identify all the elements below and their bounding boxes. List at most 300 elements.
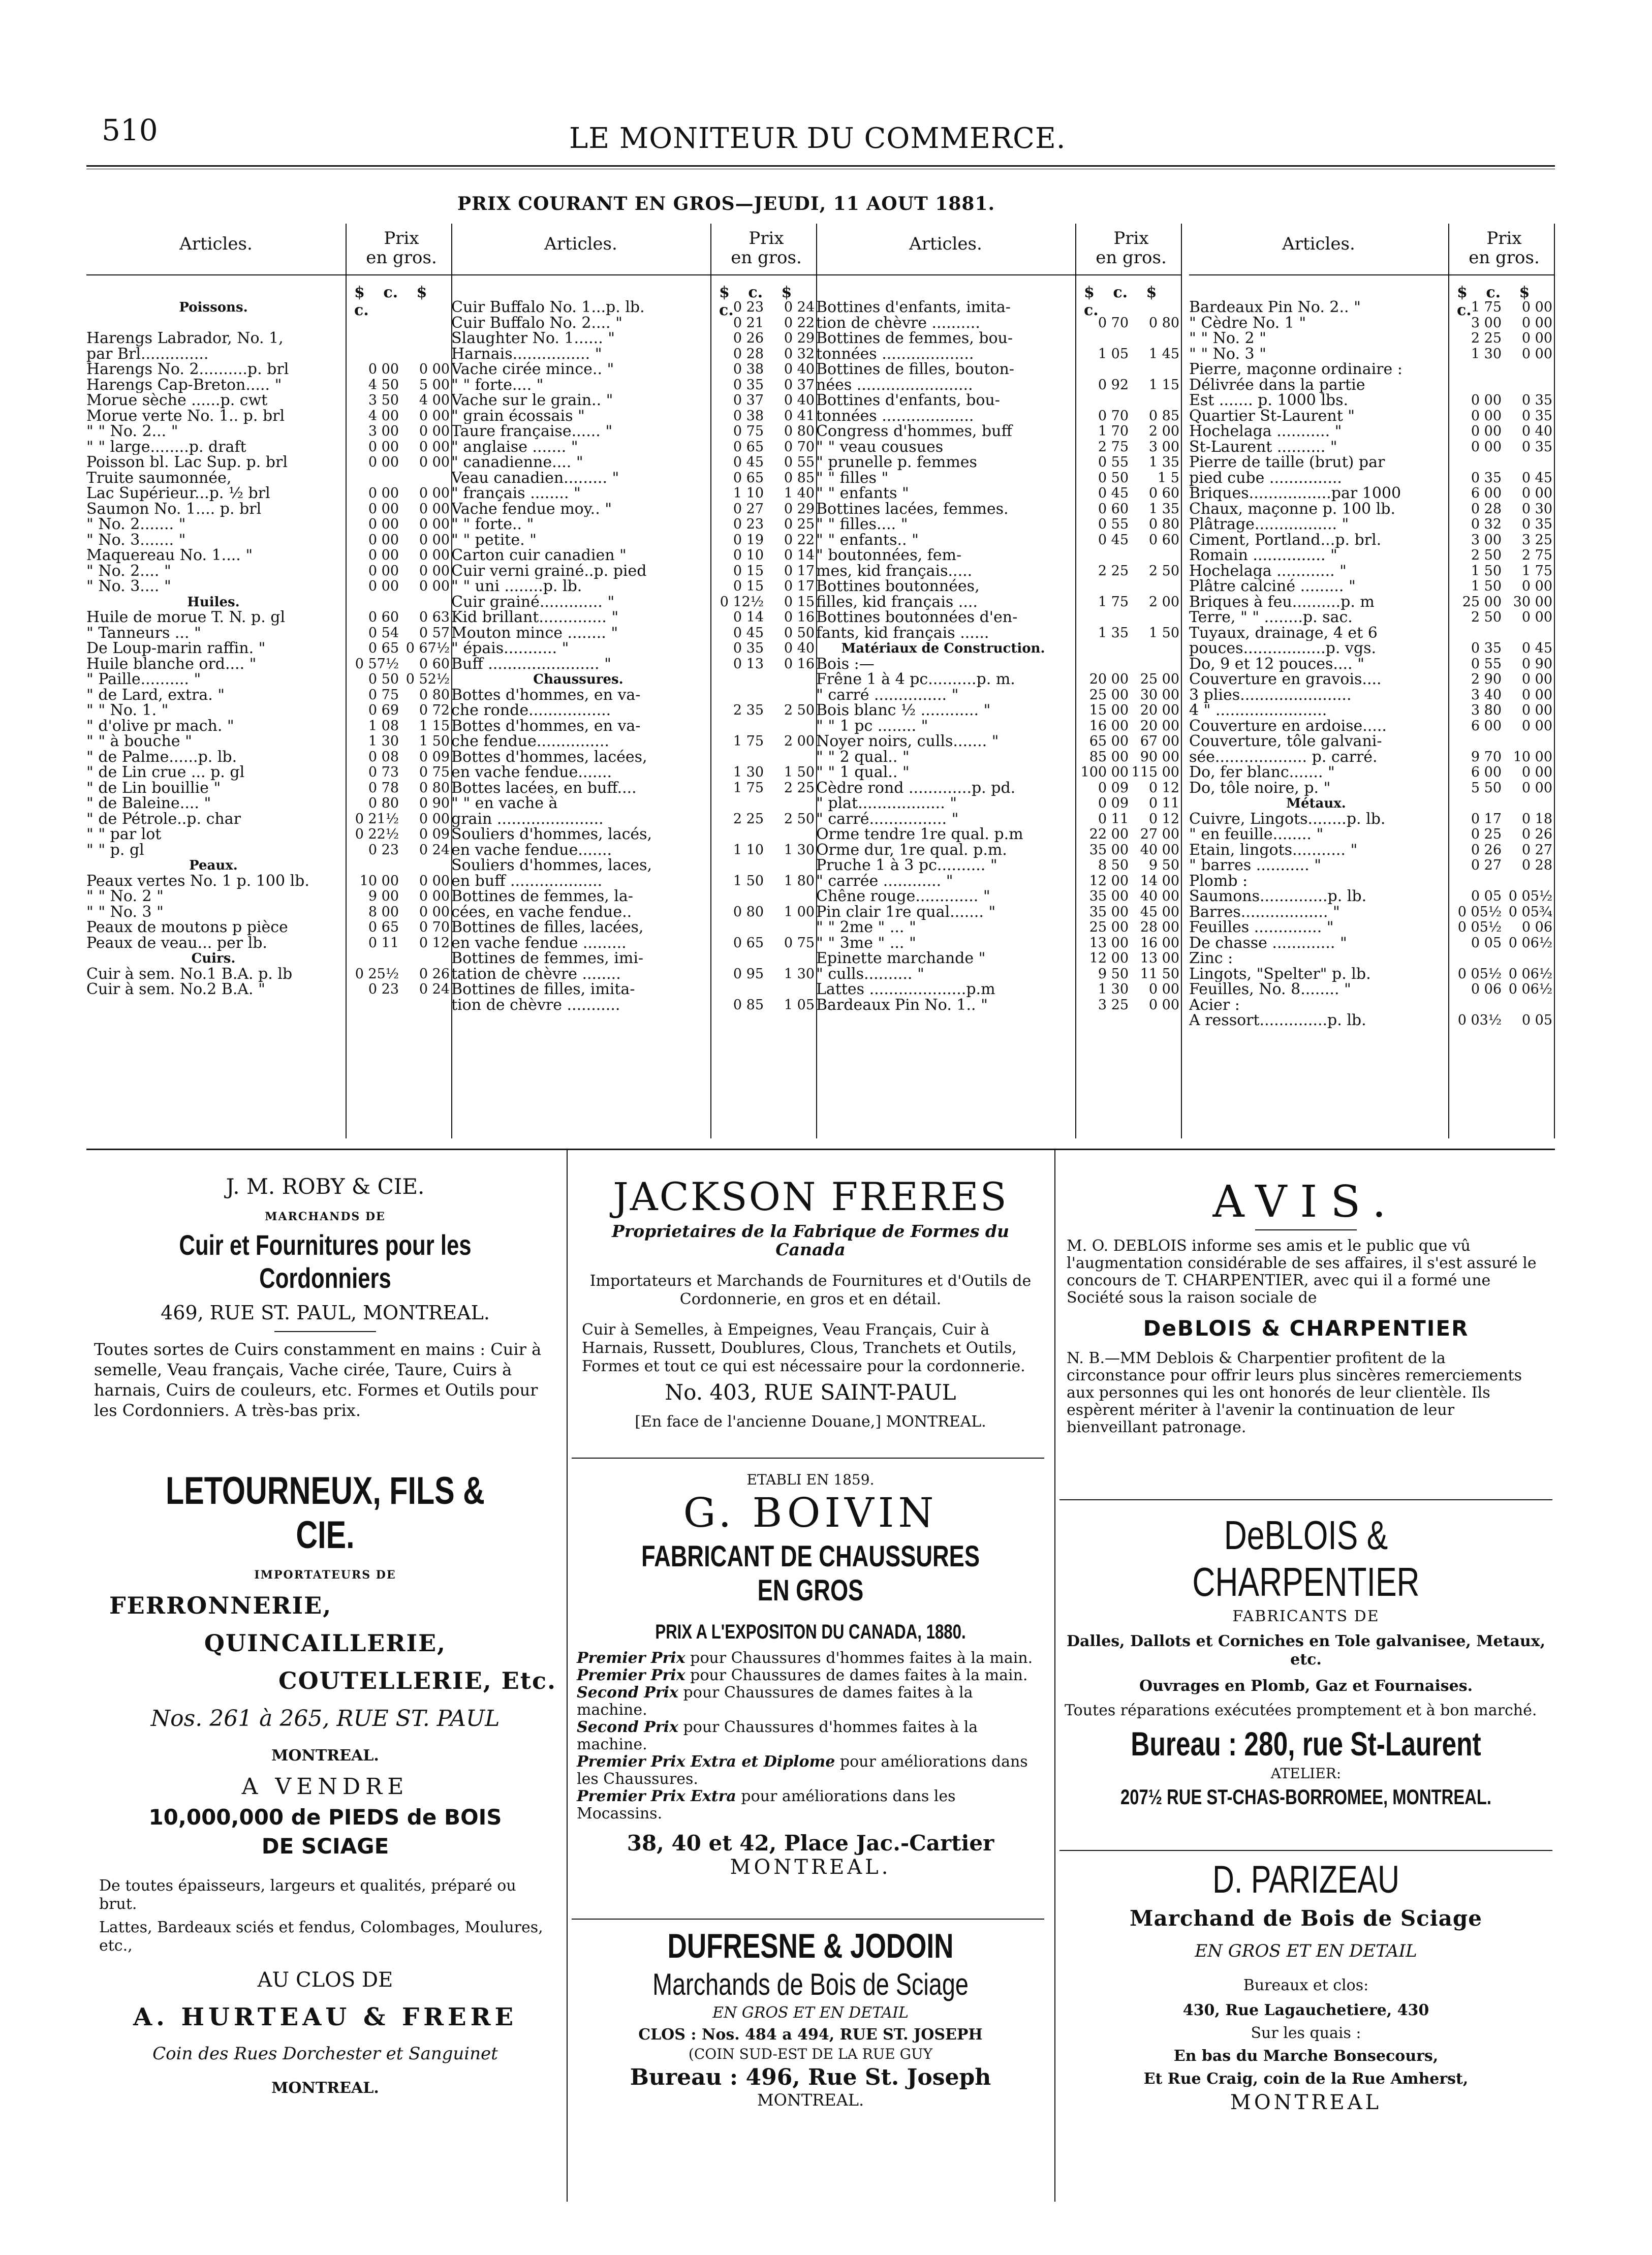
price-high: 0 57 bbox=[419, 625, 450, 641]
price-row bbox=[451, 812, 817, 827]
price-row bbox=[1189, 424, 1555, 440]
price-row bbox=[86, 750, 452, 765]
price-high: 0 24 bbox=[419, 981, 450, 997]
article-name: Tuyaux, drainage, 4 et 6 bbox=[1189, 625, 1378, 641]
price-low: 35 00 bbox=[1089, 888, 1129, 904]
prize-item bbox=[577, 1719, 1044, 1753]
price-high: 0 00 bbox=[419, 873, 450, 889]
price-row bbox=[451, 595, 817, 610]
article-name: Délivrée dans la partie bbox=[1189, 377, 1365, 393]
price-high: 0 35 bbox=[1521, 439, 1552, 455]
price-high: 0 00 bbox=[1521, 299, 1552, 315]
price-row bbox=[1189, 486, 1555, 502]
vendre-heading: A VENDRE bbox=[241, 1774, 409, 1800]
price-high: 0 55 bbox=[784, 454, 815, 470]
price-high: 0 37 bbox=[784, 377, 815, 393]
price-low: 0 32 bbox=[1471, 516, 1502, 532]
price-high: 0 75 bbox=[784, 935, 815, 951]
price-row bbox=[816, 657, 1182, 672]
price-high: 0 35 bbox=[1521, 392, 1552, 408]
price-row bbox=[86, 548, 452, 564]
price-low: 0 23 bbox=[368, 842, 399, 858]
price-low: 1 10 bbox=[733, 842, 764, 858]
price-high: 0 00 bbox=[419, 532, 450, 548]
price-row bbox=[451, 626, 817, 641]
header-underline bbox=[86, 274, 452, 275]
article-name: Pierre, maçonne ordinaire : bbox=[1189, 362, 1402, 378]
price-high: 0 09 bbox=[419, 749, 450, 765]
price-low: 3 00 bbox=[368, 423, 399, 439]
price-low: 0 55 bbox=[1098, 516, 1129, 532]
price-high: 11 50 bbox=[1140, 966, 1179, 982]
section-heading bbox=[86, 595, 452, 610]
price-low: 1 30 bbox=[1098, 981, 1129, 997]
article-name: " " 2 qual.. " bbox=[816, 749, 910, 765]
price-high: 40 00 bbox=[1140, 888, 1179, 904]
article-name: Bardeaux Pin No. 2.. " bbox=[1189, 300, 1361, 316]
price-high: 90 00 bbox=[1140, 749, 1179, 765]
price-row bbox=[1189, 564, 1555, 579]
price-high: 0 00 bbox=[419, 811, 450, 827]
price-low: 0 38 bbox=[733, 408, 764, 424]
price-high: 3 00 bbox=[1148, 439, 1179, 455]
boivin-city: MONTREAL. bbox=[730, 1856, 891, 1879]
header-rule bbox=[86, 165, 1555, 167]
article-name: Hochelaga ........... " bbox=[1189, 424, 1342, 440]
price-low: 0 21½ bbox=[355, 811, 399, 827]
price-row bbox=[451, 409, 817, 424]
article-name: " " No. 1. " bbox=[86, 703, 169, 719]
price-row bbox=[816, 843, 1182, 858]
price-high: 14 00 bbox=[1140, 873, 1179, 889]
article-name: Poisson bl. Lac Sup. p. brl bbox=[86, 455, 288, 471]
prix-label: Prix bbox=[749, 228, 784, 249]
parizeau-name: D. PARIZEAU bbox=[1212, 1858, 1399, 1901]
price-high: 1 30 bbox=[784, 966, 815, 982]
prize-desc: pour Chaussures de dames faites à la machine. bbox=[577, 1684, 973, 1719]
deblois-l5: ATELIER: bbox=[1270, 1765, 1342, 1782]
prize-name: Second Prix bbox=[577, 1684, 678, 1702]
price-row bbox=[86, 455, 452, 471]
price-row bbox=[816, 688, 1182, 703]
price-row bbox=[451, 703, 817, 719]
price-row bbox=[86, 424, 452, 440]
price-row bbox=[816, 951, 1182, 967]
article-name: Saumons..............p. lb. bbox=[1189, 889, 1367, 905]
article-name: Couverture en ardoise..... bbox=[1189, 718, 1387, 734]
articles-header: Articles. bbox=[179, 234, 253, 254]
article-name: " Paille.......... " bbox=[86, 672, 201, 688]
price-low: 3 80 bbox=[1471, 702, 1502, 718]
ad-vendre bbox=[89, 1774, 562, 2097]
article-name: Bottes d'hommes, lacées, bbox=[451, 749, 647, 765]
price-high: 0 00 bbox=[1521, 764, 1552, 780]
price-row bbox=[451, 502, 817, 517]
price-row bbox=[1189, 595, 1555, 610]
article-name: " " filles " bbox=[816, 470, 889, 486]
article-name: " français ........ " bbox=[451, 486, 581, 502]
price-row bbox=[86, 331, 452, 347]
price-high: 0 80 bbox=[784, 423, 815, 439]
article-name: " " uni ........p. lb. bbox=[451, 579, 582, 595]
article-name: Zinc : bbox=[1189, 951, 1233, 967]
deblois-name: DeBLOIS & CHARPENTIER bbox=[1192, 1512, 1420, 1604]
price-high: 0 14 bbox=[784, 547, 815, 563]
en-gros-label: en gros. bbox=[1096, 248, 1167, 268]
price-row bbox=[816, 347, 1182, 362]
price-high: 0 12 bbox=[419, 935, 450, 951]
price-high: 0 28 bbox=[1521, 857, 1552, 873]
price-row bbox=[451, 858, 817, 874]
letourneux-l3: COUTELLERIE, Etc. bbox=[278, 1667, 556, 1694]
price-low: 0 10 bbox=[733, 547, 764, 563]
price-high: 0 40 bbox=[1521, 423, 1552, 439]
boivin-rule bbox=[572, 1919, 1044, 1920]
price-row bbox=[816, 874, 1182, 889]
price-low: 0 55 bbox=[1098, 454, 1129, 470]
article-name: Cuir Buffalo No. 2.... " bbox=[451, 315, 622, 331]
price-row bbox=[86, 393, 452, 409]
prize-item bbox=[577, 1684, 1044, 1719]
price-low: 0 45 bbox=[733, 625, 764, 641]
article-name: Harnais................ " bbox=[451, 346, 602, 362]
roby-name: J. M. ROBY & CIE. bbox=[226, 1174, 425, 1199]
article-name: pouces.................p. vgs. bbox=[1189, 641, 1377, 657]
price-row bbox=[86, 703, 452, 719]
boivin-prize-list bbox=[572, 1644, 1049, 1822]
article-name: Lingots, "Spelter" p. lb. bbox=[1189, 966, 1371, 982]
article-name: Frêne 1 à 4 pc..........p. m. bbox=[816, 672, 1015, 688]
price-low: 0 65 bbox=[368, 919, 399, 935]
price-row bbox=[1189, 936, 1555, 951]
en-gros-label: en gros. bbox=[366, 248, 437, 268]
currency-label: $ c. $ c. bbox=[1084, 284, 1157, 319]
article-name: Slaughter No. 1...... " bbox=[451, 331, 615, 347]
dufresne-l2: EN GROS ET EN DETAIL bbox=[712, 2004, 909, 2022]
article-name: " de Palme......p. lb. bbox=[86, 749, 237, 765]
article-name: " " No. 3 " bbox=[1189, 346, 1266, 362]
price-row bbox=[1189, 393, 1555, 409]
price-high: 0 27 bbox=[1521, 842, 1552, 858]
article-name: " barres ........... " bbox=[1189, 858, 1322, 874]
price-row bbox=[451, 300, 817, 316]
price-row bbox=[1189, 688, 1555, 703]
price-low: 0 50 bbox=[368, 671, 399, 687]
article-name: Do, 9 et 12 pouces.... " bbox=[1189, 656, 1364, 672]
price-header bbox=[1080, 229, 1182, 267]
price-low: 9 70 bbox=[1471, 749, 1502, 765]
price-high: 0 12 bbox=[1148, 811, 1179, 827]
article-name: Carton cuir canadien " bbox=[451, 548, 627, 564]
price-high: 0 60 bbox=[1148, 532, 1179, 548]
letourneux-city: MONTREAL. bbox=[271, 1747, 379, 1765]
article-name: " prunelle p. femmes bbox=[816, 455, 977, 471]
dufresne-l5: Bureau : 496, Rue St. Joseph bbox=[630, 2064, 991, 2090]
price-high: 20 00 bbox=[1140, 718, 1179, 734]
article-name: Bottines d'enfants, imita- bbox=[816, 300, 1011, 316]
price-low: 1 75 bbox=[733, 780, 764, 796]
price-row bbox=[86, 920, 452, 936]
price-rows bbox=[1189, 300, 1555, 1029]
price-low: 0 80 bbox=[733, 904, 764, 920]
article-name: mes, kid français..... bbox=[816, 563, 973, 579]
price-low: 35 00 bbox=[1089, 904, 1129, 920]
article-name: Epinette marchande " bbox=[816, 951, 986, 967]
price-row bbox=[86, 936, 452, 951]
prize-name: Second Prix bbox=[577, 1718, 678, 1736]
article-name: Morue verte No. 1.. p. brl bbox=[86, 408, 285, 424]
price-row bbox=[451, 316, 817, 331]
article-name: Chêne rouge............. " bbox=[816, 889, 990, 905]
price-low: 0 14 bbox=[733, 609, 764, 625]
price-high: 0 30 bbox=[1521, 501, 1552, 517]
price-row bbox=[816, 517, 1182, 533]
prix-label: Prix bbox=[384, 228, 419, 249]
parizeau-l4: 430, Rue Lagauchetiere, 430 bbox=[1182, 2001, 1429, 2019]
section-heading bbox=[816, 641, 1182, 657]
price-row bbox=[86, 827, 452, 843]
price-high: 0 00 bbox=[1521, 609, 1552, 625]
article-name: Vache fendue moy.. " bbox=[451, 501, 612, 517]
article-name: " " veau cousues bbox=[816, 439, 944, 455]
parizeau-l1: Marchand de Bois de Sciage bbox=[1129, 1906, 1482, 1931]
price-low: 0 00 bbox=[368, 532, 399, 548]
price-low: 1 70 bbox=[1098, 423, 1129, 439]
price-high: 0 26 bbox=[419, 966, 450, 982]
articles-header: Articles. bbox=[1282, 234, 1355, 254]
price-high: 0 00 bbox=[1521, 346, 1552, 362]
prize-desc: pour améliorations dans les Chaussures. bbox=[577, 1753, 1028, 1788]
article-name: 4 " ....................... bbox=[1189, 703, 1327, 719]
price-row bbox=[451, 564, 817, 579]
price-high: 1 75 bbox=[1521, 563, 1552, 579]
price-row bbox=[451, 874, 817, 889]
price-row bbox=[451, 362, 817, 378]
price-row bbox=[816, 300, 1182, 316]
price-row bbox=[451, 455, 817, 471]
article-name: sée................... p. carré. bbox=[1189, 749, 1378, 765]
article-name: " plat.................. " bbox=[816, 796, 957, 812]
price-high: 0 52½ bbox=[406, 671, 450, 687]
price-row bbox=[1189, 765, 1555, 781]
article-name: tation de chèvre ........ bbox=[451, 966, 621, 982]
price-high: 1 15 bbox=[1148, 377, 1179, 393]
deblois-l4: Bureau : 280, rue St-Laurent bbox=[1131, 1725, 1481, 1763]
article-name: " de Pétrole..p. char bbox=[86, 811, 241, 827]
price-low: 1 30 bbox=[733, 764, 764, 780]
price-column-3 bbox=[816, 224, 1182, 1138]
dufresne-city: MONTREAL. bbox=[757, 2090, 864, 2110]
price-low: 4 00 bbox=[368, 408, 399, 424]
price-row bbox=[451, 920, 817, 936]
jackson-rule bbox=[572, 1458, 1044, 1459]
price-low: 0 69 bbox=[368, 702, 399, 718]
price-low: 0 09 bbox=[1098, 780, 1129, 796]
price-high: 0 00 bbox=[419, 454, 450, 470]
prize-item bbox=[577, 1667, 1044, 1684]
price-low: 0 23 bbox=[368, 981, 399, 997]
price-high: 0 63 bbox=[419, 609, 450, 625]
article-name: De Loup-marin raffin. " bbox=[86, 641, 266, 657]
price-high: 0 80 bbox=[419, 687, 450, 703]
article-name: " de Lin bouillie " bbox=[86, 780, 221, 796]
ad-parizeau bbox=[1059, 1858, 1552, 2114]
price-row bbox=[451, 579, 817, 595]
price-low: 0 92 bbox=[1098, 377, 1129, 393]
running-head: LE MONITEUR DU COMMERCE. bbox=[569, 122, 1066, 155]
price-low: 0 60 bbox=[368, 609, 399, 625]
price-rows bbox=[86, 300, 452, 998]
ad-roby bbox=[89, 1174, 562, 1420]
price-high: 10 00 bbox=[1513, 749, 1552, 765]
article-name: pied cube ............... bbox=[1189, 470, 1342, 486]
price-low: 3 25 bbox=[1098, 997, 1129, 1013]
article-name: Hochelaga ............ " bbox=[1189, 563, 1347, 579]
price-row bbox=[1189, 750, 1555, 765]
prize-name: Premier Prix bbox=[577, 1649, 685, 1667]
price-low: 0 15 bbox=[733, 578, 764, 594]
letourneux-address: Nos. 261 à 265, RUE ST. PAUL bbox=[150, 1706, 500, 1732]
avis-rule bbox=[1059, 1499, 1552, 1500]
price-high: 0 40 bbox=[784, 640, 815, 656]
price-row bbox=[816, 455, 1182, 471]
jackson-l1: Proprietaires de la Fabrique de Formes du Canada bbox=[612, 1221, 1009, 1259]
price-row bbox=[451, 889, 817, 905]
article-name: " " forte.... " bbox=[451, 377, 544, 393]
price-row bbox=[1189, 982, 1555, 998]
article-name: Plomb : bbox=[1189, 873, 1248, 889]
price-low: 10 00 bbox=[359, 873, 399, 889]
price-row bbox=[816, 533, 1182, 548]
price-low: 0 00 bbox=[368, 454, 399, 470]
vendre-l1: 10,000,000 de PIEDS de BOIS bbox=[148, 1805, 502, 1830]
article-name: Do, fer blanc....... " bbox=[1189, 765, 1335, 781]
article-name: Pierre de taille (brut) par bbox=[1189, 455, 1385, 471]
price-row bbox=[1189, 347, 1555, 362]
price-row bbox=[816, 967, 1182, 982]
article-name: " carré................ " bbox=[816, 811, 959, 827]
price-row bbox=[1189, 672, 1555, 688]
prize-desc: pour Chaussures d'hommes faites à la machine. bbox=[577, 1718, 978, 1753]
letourneux-tag: IMPORTATEURS DE bbox=[254, 1568, 396, 1582]
price-high: 2 50 bbox=[784, 811, 815, 827]
ad-avis bbox=[1059, 1177, 1552, 1436]
price-high: 0 00 bbox=[1521, 780, 1552, 796]
price-row bbox=[1189, 781, 1555, 796]
price-low: 0 85 bbox=[733, 997, 764, 1013]
article-name: Barres.................. " bbox=[1189, 904, 1340, 920]
article-name: " No. 3....... " bbox=[86, 532, 186, 548]
price-row bbox=[1189, 517, 1555, 533]
section-heading bbox=[1189, 796, 1555, 812]
price-low: 35 00 bbox=[1089, 842, 1129, 858]
ad-letourneux bbox=[89, 1469, 562, 1765]
article-name: " de Lard, extra. " bbox=[86, 687, 225, 703]
price-row bbox=[451, 548, 817, 564]
boivin-l1: FABRICANT DE CHAUSSURES EN GROS bbox=[641, 1540, 980, 1607]
price-high: 40 00 bbox=[1140, 842, 1179, 858]
jackson-b1: Importateurs et Marchands de Fournitures et d'Outils de Cordonnerie, en gros et en détail. bbox=[589, 1272, 1032, 1308]
article-name: Plâtrage................. " bbox=[1189, 517, 1349, 533]
price-high: 2 00 bbox=[1148, 423, 1179, 439]
price-low: 0 11 bbox=[368, 935, 399, 951]
articles-header: Articles. bbox=[909, 234, 982, 254]
parizeau-l7: Et Rue Craig, coin de la Rue Amherst, bbox=[1143, 2070, 1469, 2088]
price-high: 0 80 bbox=[419, 780, 450, 796]
article-name: Saumon No. 1.... p. brl bbox=[86, 501, 262, 517]
vendre-city: MONTREAL. bbox=[271, 2079, 379, 2097]
price-low: 1 30 bbox=[1471, 346, 1502, 362]
price-rows bbox=[451, 300, 817, 1013]
price-row bbox=[816, 982, 1182, 998]
price-high: 1 80 bbox=[784, 873, 815, 889]
header-underline bbox=[1189, 274, 1555, 275]
article-name: Bottines de filles, imita- bbox=[451, 982, 635, 998]
price-high: 0 26 bbox=[1521, 826, 1552, 842]
price-row bbox=[451, 719, 817, 734]
price-high: 9 50 bbox=[1148, 857, 1179, 873]
price-high: 67 00 bbox=[1140, 733, 1179, 749]
price-row bbox=[816, 331, 1182, 347]
price-row bbox=[1189, 471, 1555, 486]
article-name: Truite saumonnée, bbox=[86, 470, 232, 486]
price-row bbox=[86, 812, 452, 827]
article-name: Romain ............... " bbox=[1189, 548, 1337, 564]
price-row bbox=[1189, 409, 1555, 424]
price-high: 2 00 bbox=[1148, 594, 1179, 610]
price-low: 2 90 bbox=[1471, 671, 1502, 687]
article-name: Peaux de moutons p pièce bbox=[86, 920, 288, 936]
ad-jackson bbox=[572, 1174, 1049, 1431]
price-high: 1 45 bbox=[1148, 346, 1179, 362]
price-row bbox=[816, 672, 1182, 688]
price-high: 0 18 bbox=[1521, 811, 1552, 827]
price-row bbox=[86, 610, 452, 626]
price-low: 3 50 bbox=[368, 392, 399, 408]
price-low: 0 65 bbox=[733, 470, 764, 486]
price-high: 16 00 bbox=[1140, 935, 1179, 951]
price-high: 0 00 bbox=[1521, 702, 1552, 718]
price-row bbox=[86, 843, 452, 858]
price-high: 0 35 bbox=[1521, 408, 1552, 424]
prize-desc: pour Chaussures d'hommes faites à la main. bbox=[685, 1649, 1033, 1667]
price-low: 1 05 bbox=[1098, 346, 1129, 362]
price-low: 0 70 bbox=[1098, 315, 1129, 331]
price-high: 1 5 bbox=[1158, 470, 1179, 486]
price-low: 0 27 bbox=[1471, 857, 1502, 873]
article-name: 3 plies....................... bbox=[1189, 687, 1352, 703]
price-low: 0 65 bbox=[368, 640, 399, 656]
price-row bbox=[816, 316, 1182, 331]
price-row bbox=[1189, 703, 1555, 719]
article-name: " en feuille........ " bbox=[1189, 827, 1324, 843]
article-name: Orme dur, 1re qual. p.m. bbox=[816, 842, 1007, 858]
price-low: 0 00 bbox=[368, 516, 399, 532]
article-name: Noyer noirs, culls....... " bbox=[816, 734, 999, 750]
article-name: grain ...................... bbox=[451, 811, 604, 827]
article-name: Chaux, maçonne p. 100 lb. bbox=[1189, 501, 1396, 517]
ad-divider-right bbox=[1054, 1150, 1055, 2202]
price-row bbox=[451, 517, 817, 533]
price-row bbox=[451, 533, 817, 548]
avis-nb: N. B.—MM Deblois & Charpentier profitent de la circonstance pour offrir leurs plus sincères remerciements aux personnes qui les ont honorés de leur clientèle. Ils espèrent mériter à l'avenir la continuation de leur bienveillant patronage. bbox=[1067, 1349, 1522, 1436]
price-row bbox=[816, 595, 1182, 610]
price-high: 0 85 bbox=[1148, 408, 1179, 424]
article-name: " " forte.. " bbox=[451, 517, 534, 533]
section-heading bbox=[451, 672, 817, 688]
price-low: 0 45 bbox=[1098, 532, 1129, 548]
price-row bbox=[1189, 843, 1555, 858]
